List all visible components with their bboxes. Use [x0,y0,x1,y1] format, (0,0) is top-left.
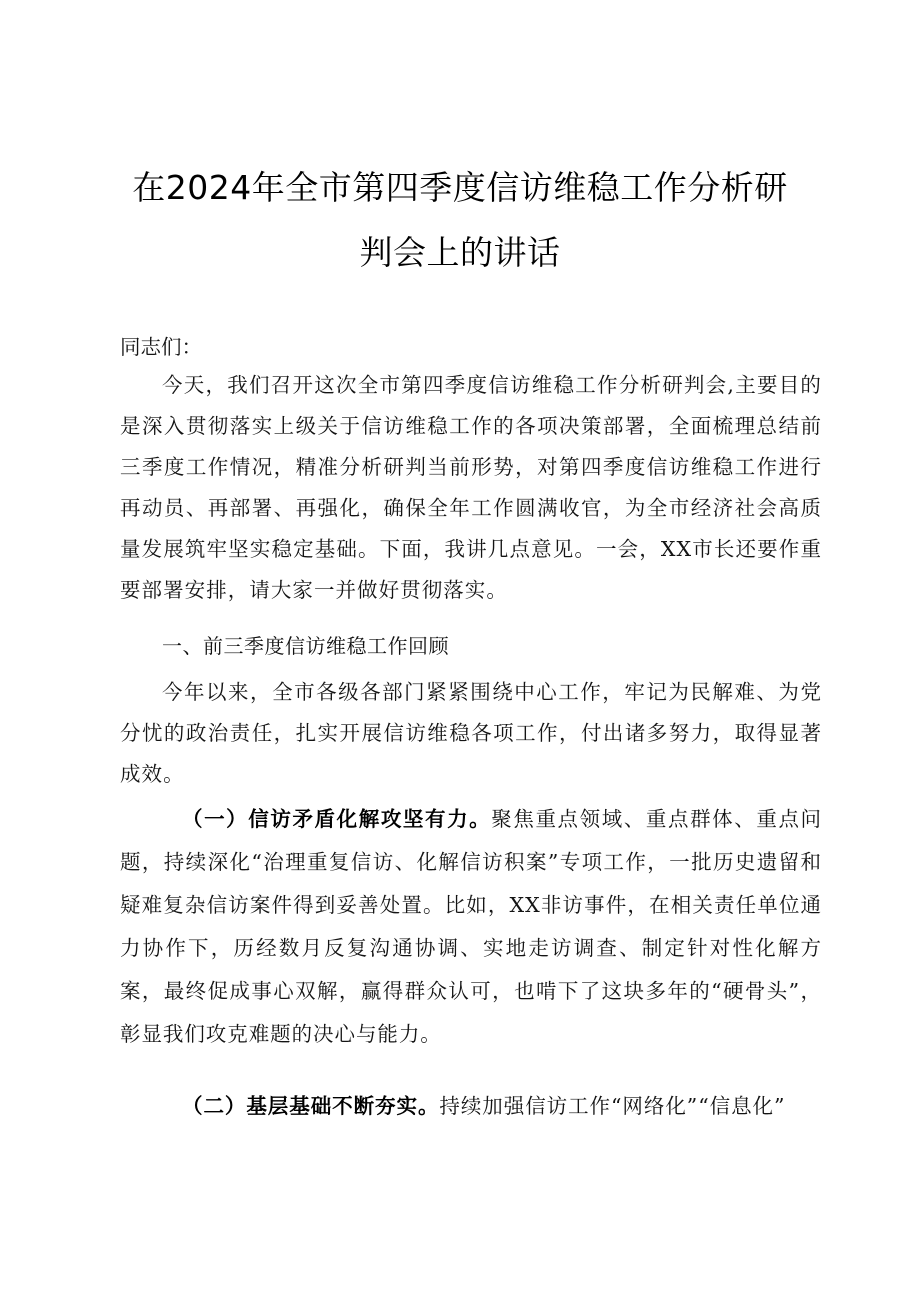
section-heading-1: 一、前三季度信访维稳工作回顾 [162,634,449,658]
paragraph-subsection-2 [120,1086,822,1127]
document-title-line-2: 判会上的讲话 [359,233,561,272]
subsection-1-text: 聚焦重点领域、重点群体、重点问题，持续深化“治理重复信访、化解信访积案”专项工作，一批历史遗留和疑难复杂信访案件得到妥善处置。比如，XX非访事件，在相关责任单位通力协作下，历经数月反复沟通协调、实地走访调查、制定针对性化解方案，最终促成事心双解，赢得群众认可，也啃下了这块多年的“硬骨头”，彰显我们攻克难题的决心与能力。 [120,807,822,1046]
subsection-2-text: 持续加强信访工作“网络化”“信息化” [439,1094,786,1118]
subsection-1-heading: （一）信访矛盾化解攻坚有力。 [182,807,492,831]
paragraph-subsection-1 [120,798,822,1056]
subsection-2-heading: （二）基层基础不断夯实。 [182,1094,440,1118]
paragraph-intro: 今天，我们召开这次全市第四季度信访维稳工作分析研判会,主要目的是深入贯彻落实上级关于信访维稳工作的各项决策部署，全面梳理总结前三季度工作情况，精准分析研判当前形势，对第四季度信访维稳工作进行再动员、再部署、再强化，确保全年工作圆满收官，为全市经济社会高质量发展筑牢坚实稳定基础。下面，我讲几点意见。一会，XX市长还要作重要部署安排，请大家一并做好贯彻落实。 [120,373,822,602]
paragraph-review-intro: 今年以来，全市各级各部门紧紧围绕中心工作，牢记为民解难、为党分忧的政治责任，扎实开展信访维稳各项工作，付出诸多努力，取得显著成效。 [120,680,822,786]
document-title-line-1: 在2024年全市第四季度信访维稳工作分析研 [132,168,788,207]
salutation: 同志们： [120,335,202,359]
